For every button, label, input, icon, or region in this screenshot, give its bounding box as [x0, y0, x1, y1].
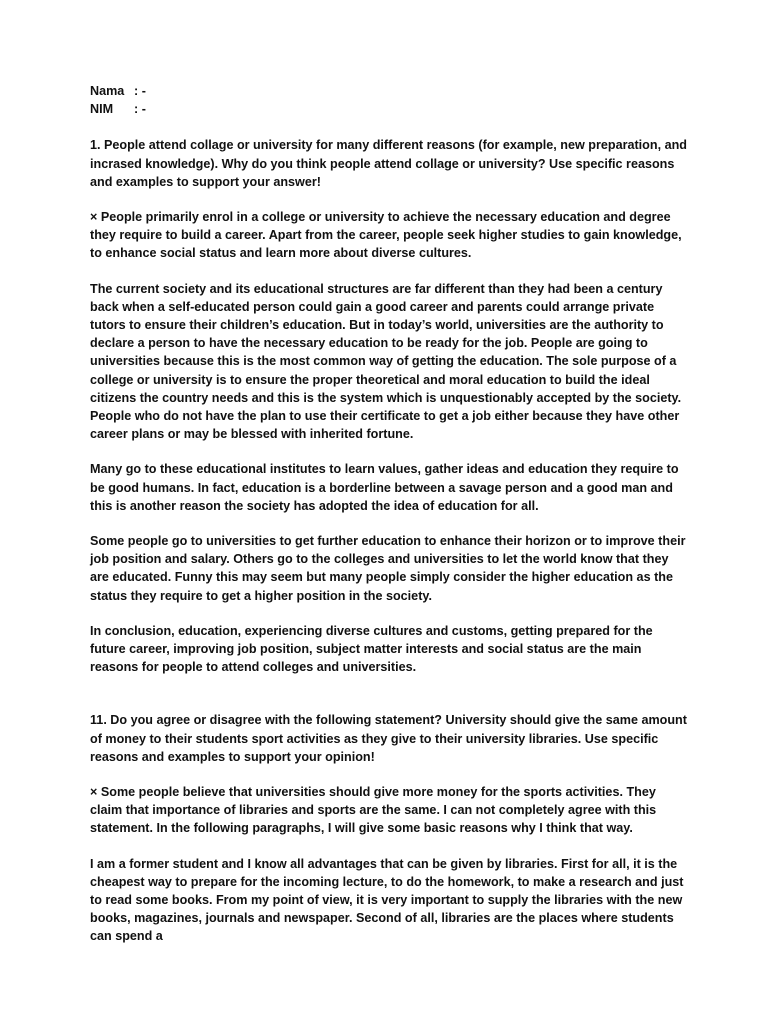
answer-1-intro: × People primarily enrol in a college or university to achieve the necessary education and degree they require to build a career. Apart from the career, people seek higher studies to gain knowledge, to enhance social status and learn more about diverse cultures. — [90, 209, 682, 261]
spacer — [90, 118, 688, 136]
spacer — [90, 693, 688, 711]
question-1: 1. People attend collage or university for many different reasons (for example, new preparation, and incrased knowledge). Why do you think people attend collage or university? Use specific reasons and examples to support your answer! — [90, 138, 687, 189]
answer-1-conclusion: In conclusion, education, experiencing diverse cultures and customs, getting prepared for the future career, improving job position, subject matter interests and social status are the main reasons for people to attend colleges and universities. — [90, 623, 653, 675]
nama-label: Nama — [90, 84, 125, 98]
nim-value: : - — [134, 102, 146, 117]
answer-11-intro: × Some people believe that universities should give more money for the sports activities. They claim that importance of libraries and sports are the same. I can not completely agree with this statement. In the following paragraphs, I will give some basic reasons why I think that way. — [90, 785, 657, 836]
answer-1-paragraph-2: The current society and its educational structures are far different than they had been a century back when a self-educated person could gain a good career and parents could arrange private tutors to ensure their children’s education. But in today’s world, universities are the authority to declare a person to have the necessary education to be ready for the job. People are going to universities because this is the most common way of getting the education. The sole purpose of a college or university is to ensure the proper theoretical and moral education to build the ideal citizens the country needs and this is the system which is unquestionably accepted by the society. People who do not have the plan to use their certificate to get a job either because they have other career plans or may be blessed with inherited fortune. — [90, 281, 682, 442]
nama-line — [90, 82, 688, 100]
question-11: 11. Do you agree or disagree with the following statement? University should give the same amount of money to their students sport activities as they give to their university libraries. Use specific reasons and examples to support your opinion! — [90, 713, 687, 764]
nama-value: : - — [134, 84, 146, 98]
nim-line — [90, 100, 688, 118]
answer-1-paragraph-3: Many go to these educational institutes to learn values, gather ideas and education they require to be good humans. In fact, education is a borderline between a savage person and a good man and this is another reason the society has adopted the idea of education for all. — [90, 462, 679, 513]
answer-1-paragraph-4: Some people go to universities to get further education to enhance their horizon or to improve their job position and salary. Others go to the colleges and universities to let the world know that they are educated. Funny this may seem but many people simply consider the higher education as the status they require to get a higher position in the society. — [90, 534, 686, 603]
answer-11-paragraph-2: I am a former student and I know all advantages that can be given by libraries. First for all, it is the cheapest way to prepare for the incoming lecture, to do the homework, to make a research and just to read some books. From my point of view, it is very important to supply the libraries with the new books, magazines, journals and newspaper. Second of all, libraries are the places where students can spend a — [90, 856, 684, 944]
nim-label: NIM — [90, 102, 114, 117]
